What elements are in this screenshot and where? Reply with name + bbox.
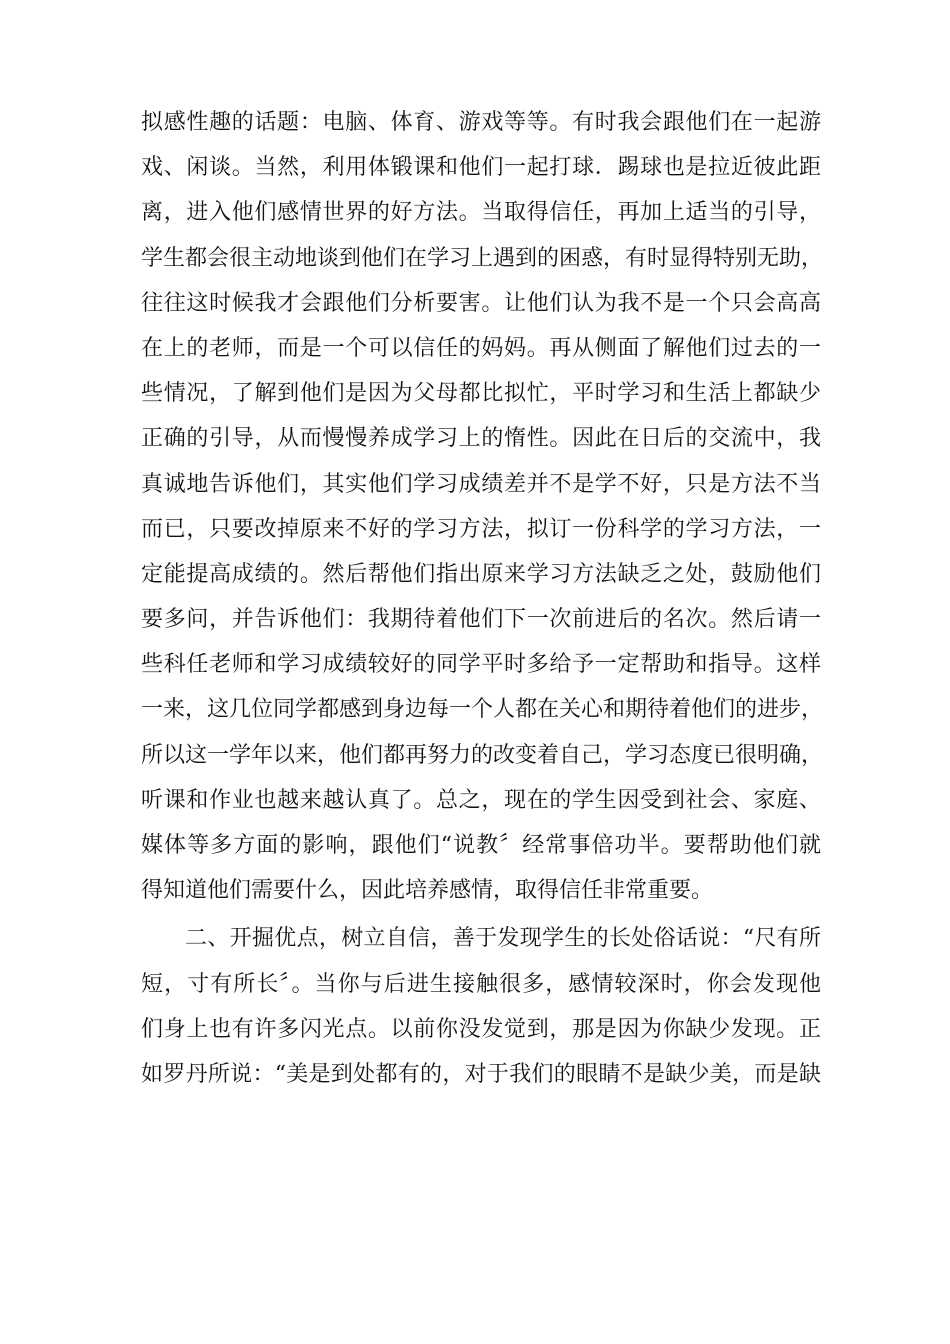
text-line: 真诚地告诉他们，其实他们学习成绩差并不是学不好，只是方法不当 <box>141 471 821 497</box>
text-line: 拟感性趣的话题：电脑、体育、游戏等等。有时我会跟他们在一起游 <box>141 110 821 135</box>
text-line: 一来，这几位同学都感到身边每一个人都在关心和期待着他们的进步， <box>141 697 824 723</box>
text-line: 得知道他们需要什么，因此培养感情，取得信任非常重要。 <box>141 878 714 904</box>
body-text <box>141 100 824 1097</box>
text-line: 所以这一学年以来，他们都再努力的改变着自己，学习态度已很明确， <box>141 742 824 768</box>
text-line: 学生都会很主动地谈到他们在学习上遇到的困惑，有时显得特别无助， <box>141 245 824 271</box>
text-line: 媒体等多方面的影响，跟他们“说教〞经常事倍功半。要帮助他们就 <box>141 833 821 858</box>
text-line: 在上的老师，而是一个可以信任的妈妈。再从侧面了解他们过去的一 <box>141 335 821 361</box>
text-line: 些情况，了解到他们是因为父母都比拟忙，平时学习和生活上都缺少 <box>141 381 821 407</box>
text-line: 离，进入他们感情世界的好方法。当取得信任，再加上适当的引导， <box>141 200 821 226</box>
text-line: 而已，只要改掉原来不好的学习方法，拟订一份科学的学习方法，一 <box>141 516 821 542</box>
text-line: 要多问，并告诉他们：我期待着他们下一次前进后的名次。然后请一 <box>141 607 821 633</box>
text-line: 短，寸有所长〞。当你与后进生接触很多，感情较深时，你会发现他 <box>141 971 821 997</box>
text-line: 二、开掘优点，树立自信，善于发现学生的长处俗话说：“尺有所 <box>185 926 821 952</box>
text-line: 些科任老师和学习成绩较好的同学平时多给予一定帮助和指导。这样 <box>141 652 821 678</box>
text-line: 往往这时候我才会跟他们分析要害。让他们认为我不是一个只会高高 <box>141 290 821 316</box>
text-line: 定能提高成绩的。然后帮他们指出原来学习方法缺乏之处，鼓励他们 <box>141 561 821 587</box>
text-line: 如罗丹所说：“美是到处都有的，对于我们的眼睛不是缺少美，而是缺 <box>141 1061 821 1087</box>
text-line: 戏、闲谈。当然，利用体锻课和他们一起打球．踢球也是拉近彼此距 <box>141 155 821 181</box>
text-line: 们身上也有许多闪光点。以前你没发觉到，那是因为你缺少发现。正 <box>141 1016 821 1042</box>
text-line: 正确的引导，从而慢慢养成学习上的惰性。因此在日后的交流中，我 <box>141 426 821 452</box>
text-line: 听课和作业也越来越认真了。总之，现在的学生因受到社会、家庭、 <box>141 787 821 813</box>
